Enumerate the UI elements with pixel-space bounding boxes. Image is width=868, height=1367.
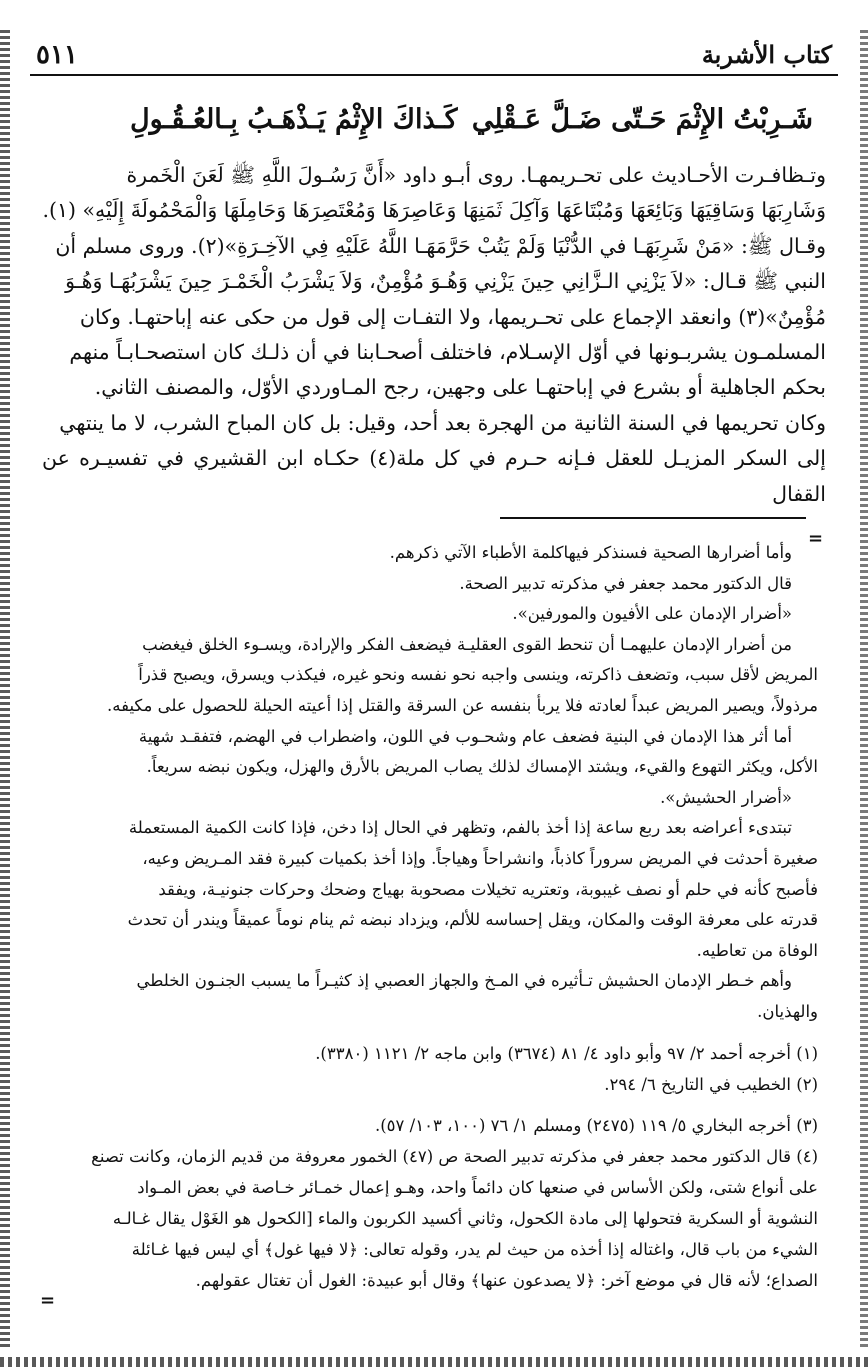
footnote-line: فأصبح كأنه في حلم أو نصف غيبوبة، وتعتريه تخيلات مصحوبة بهياج وضحك وحركات جنونيـة، ويفقد [158, 879, 818, 899]
page-header [30, 36, 838, 76]
footnote-line: وأما أضرارها الصحية فسنذكر فيهاكلمة الأطباء الآتي ذكرهم. [389, 543, 792, 562]
footnote-line: المريض لأقل سبب، وتضعف ذاكرته، وينسى واجبه نحو نفسه ونحو غيره، فيكذب ويسرق، ويصبح قذراً [138, 665, 818, 685]
footnote-line: الوفاة من تعاطيه. [696, 940, 818, 960]
decorative-border-left [0, 30, 10, 1350]
footnote-line: أما أثر هذا الإدمان في البنية فضعف عام وشحـوب في اللون، واضطراب في الهضم، فتفقـد شهية [138, 726, 792, 746]
decorative-border-bottom [0, 1357, 868, 1367]
main-line: وقـال ﷺ: «مَنْ شَرِبَهَـا في الدُّنْيَا وَلَمْ يَتُبْ حَرَّمَهَـا اللَّهُ عَلَيْهِ فِي الآخِـرَةِ»(٢). وروى مسلم أن [55, 233, 826, 258]
footnote-line: مرذولاً، ويصير المريض عبداً لعادته فلا يربأ بنفسه عن السرقة والقتل إذا أعيته الحيلة للحصول على مكيفه. [107, 695, 818, 715]
footnote-line: وأهم خـطر الإدمان الحشيش تـأثيره في المـخ والجهاز العصبي إذ كثيـراً ما يسبب الجنـون الخلطي [136, 971, 792, 991]
reference-line: على أنواع شتى، ولكن الأساس في صنعها كان دائماً واحد، وهـو إعمال خمـائر خـاصة في بعض المـواد [137, 1178, 818, 1197]
footnote-line: من أضرار الإدمان عليهمـا أن تنحط القوى العقليـة فيضعف الفكر والإرادة، ويسـوء الخلق فيغضب [142, 634, 792, 654]
continuation-mark-bottom: = [40, 1290, 56, 1311]
reference-line: (٤) قال الدكتور محمد جعفر في مذكرته تدبير الصحة ص (٤٧) الخمور معروفة من قديم الزمان، وكانت تصنع [91, 1147, 818, 1166]
footnote-line: «أضرار الإدمان على الأفيون والمورفين». [512, 604, 792, 624]
footnote-line: قال الدكتور محمد جعفر في مذكرته تدبير الصحة. [459, 573, 792, 593]
footnote-separator [500, 517, 806, 519]
footnote-line: الأكل، ويكثر التهوع والقيء، ويشتد الإمساك لذلك يصاب المريض بالأرق والهزل، ويكون نبضه سريعاً. [146, 757, 818, 777]
running-title: كتاب الأشربة [701, 40, 832, 69]
page-number: ٥١١ [36, 40, 78, 70]
verse-hemistich-second: كَـذاكَ الإِثْمُ يَـذْهَـبُ بِـالعُـقُـولِ [130, 104, 458, 135]
continuation-mark-top: = [808, 528, 824, 549]
footnote-line: تبتدىء أعراضه بعد ربع ساعة إذا أخذ بالفم، وتظهر في الحال إذا دخن، فإذا كانت الكمية المستعملة [128, 818, 792, 838]
main-text [42, 158, 826, 512]
reference-line: الصداع؛ لأنه قال في موضع آخر: ﴿لا يصدعون عنها﴾ وقال أبو عبيدة: الغول أن تغتال عقولهم. [195, 1271, 818, 1290]
main-line: وَشَارِبَهَا وَسَاقِيَهَا وَبَائِعَهَا وَمُبْتَاعَهَا وَآكِلَ ثَمَنِهَا وَعَاصِرَهَا وَمُعْتَصِرَهَا وَحَامِلَهَا وَالْمَحْمُولَةَ إِلَيْهِ» (١). [42, 198, 826, 223]
reference-line: النشوية أو السكرية فتحولها إلى مادة الكحول، وثاني أكسيد الكربون والماء [الكحول هو الغَوْل يقال غـالـه [112, 1209, 818, 1228]
main-line: إلى السكر المزيـل للعقل فـإنه حـرم في كل ملة(٤) حكـاه ابن القشيري في تفسيـره عن القفال [42, 446, 826, 506]
reference-line: (١) أخرجه أحمد ٢/ ٩٧ وأبو داود ٤/ ٨١ (٣٦٧٤) وابن ماجه ٢/ ١١٢١ (٣٣٨٠). [315, 1044, 818, 1063]
reference-line: (٢) الخطيب في التاريخ ٦/ ٢٩٤. [604, 1075, 818, 1094]
poetry-verse [40, 104, 828, 144]
footnote-line: قدرته على معرفة الوقت والمكان، ويقل إحساسه للألم، ويزداد نبضه ثم ينام نوماً عميقاً ويندر أن تحدث [127, 910, 818, 930]
main-line: وكان تحريمها في السنة الثانية من الهجرة بعد أحد، وقيل: بل كان المباح الشرب، لا ما ينتهي [59, 410, 826, 435]
footnote-continued [38, 538, 818, 1028]
main-line: النبي ﷺ قـال: «لاَ يَزْنِي الـزَّانِي حِينَ يَزْنِي وَهُـوَ مُؤْمِنٌ، وَلاَ يَشْرَبُ الْخَمْـرَ حِينَ يَشْرَبُهَـا وَهُـوَ [65, 269, 826, 294]
footnote-line: والهذيان. [757, 1001, 818, 1021]
footnote-references [38, 1038, 818, 1296]
decorative-border-right [860, 30, 868, 1350]
main-line: وتـظافـرت الأحـاديث على تحـريمهـا. روى أبـو داود «أَنَّ رَسُـولَ اللَّهِ ﷺ لَعَنَ الْخَمرة [126, 163, 826, 187]
main-line: بحكم الجاهلية أو بشرع في إباحتهـا على وجهين، رجح المـاوردي الأوّل، والمصنف الثاني. [94, 375, 826, 400]
verse-hemistich-first: شَـرِبْتُ الإِثْمَ حَـتّى ضَـلَّ عَـقْلِي [471, 104, 813, 135]
main-line: المسلمـون يشربـونها في أوّل الإسـلام، فاختلف أصحـابنا في أن ذلـك كان استصحـابـاً منهم [69, 340, 826, 365]
footnote-line: «أضرار الحشيش». [660, 787, 792, 807]
main-line: مُؤْمِنٌ»(٣) وانعقد الإجماع على تحـريمها، ولا التفـات إلى قول من حكى عنه إباحتهـا. وكان [79, 304, 826, 329]
footnote-line: صغيرة أحدثت في المريض سروراً كاذباً، وانشراحاً وهياجاً. وإذا أخذ بكميات كبيرة فقد المـريض وعيه، [142, 848, 818, 868]
reference-line: (٣) أخرجه البخاري ٥/ ١١٩ (٢٤٧٥) ومسلم ١/ ٧٦ (١٠٠، ١٠٣/ ٥٧). [374, 1116, 818, 1135]
reference-line: الشيء من باب قال، واغتاله إذا أخذه من حيث لم يدر، وقوله تعالى: ﴿لا فيها غول﴾ أي ليس فيها غـائلة [131, 1240, 818, 1259]
